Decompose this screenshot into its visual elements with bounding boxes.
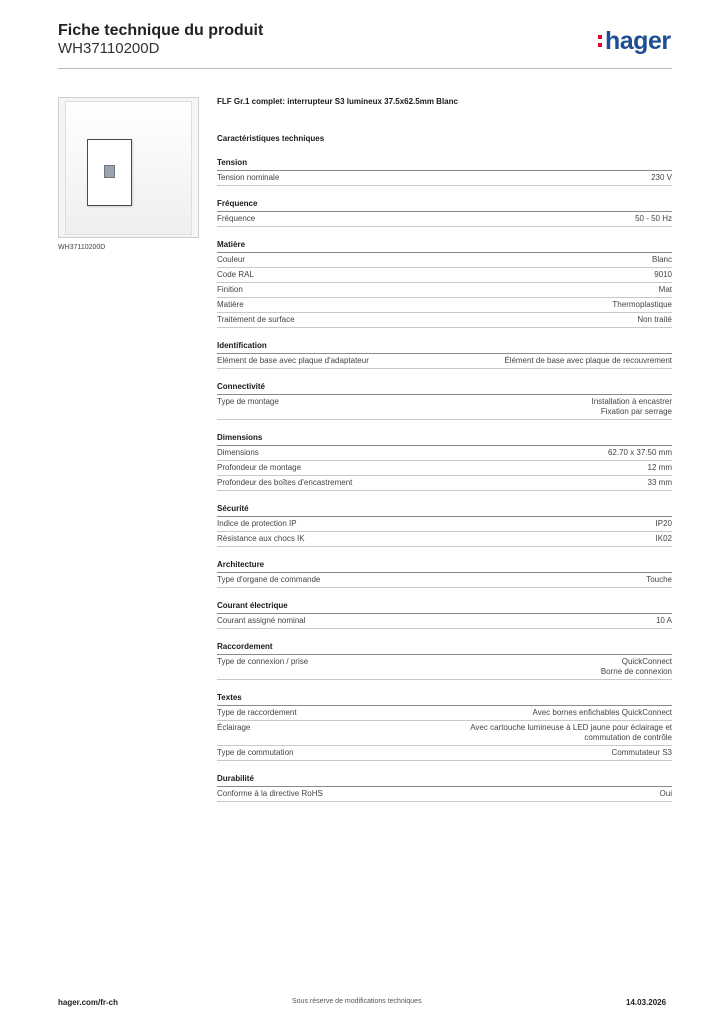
section-title: Matière	[217, 240, 672, 253]
section-title: Architecture	[217, 560, 672, 573]
spec-value	[656, 534, 672, 544]
footer-notice: Sous réserve de modifications techniques	[292, 998, 422, 1005]
led-indicator-icon	[104, 165, 115, 178]
spec-row	[217, 476, 672, 491]
spec-value-line: 230 V	[651, 173, 672, 182]
hager-logo	[598, 27, 671, 56]
spec-value	[652, 255, 672, 265]
document-title: Fiche technique du produit	[58, 22, 264, 39]
spec-label: Dimensions	[217, 448, 259, 457]
spec-label: Traitement de surface	[217, 315, 295, 324]
spec-value	[504, 356, 672, 366]
logo-dots-icon	[598, 35, 603, 51]
spec-label: Type de raccordement	[217, 708, 297, 717]
spec-row	[217, 746, 672, 761]
spec-label: Conforme à la directive RoHS	[217, 789, 323, 798]
spec-value	[651, 173, 672, 183]
spec-section	[217, 382, 672, 420]
spec-section	[217, 560, 672, 588]
spec-label: Couleur	[217, 255, 246, 264]
footer-website: hager.com/fr-ch	[58, 998, 119, 1007]
switch-rocker	[87, 139, 132, 206]
spec-value-line: commutation de contrôle	[584, 733, 672, 742]
spec-value	[660, 789, 672, 799]
spec-value	[533, 708, 673, 718]
spec-value-line: 10 A	[655, 616, 672, 625]
spec-row	[217, 446, 672, 461]
product-description: FLF Gr.1 complet: interrupteur S3 lumineux 37.5x62.5mm Blanc	[217, 97, 458, 106]
spec-row	[217, 706, 672, 721]
spec-value	[648, 463, 672, 473]
spec-section	[217, 504, 672, 547]
spec-row	[217, 787, 672, 802]
spec-label: Courant assigné nominal	[217, 616, 306, 625]
technical-characteristics-title: Caractéristiques techniques	[217, 134, 325, 143]
section-title: Sécurité	[217, 504, 672, 517]
spec-value	[648, 478, 672, 488]
spec-row	[217, 614, 672, 629]
spec-label: Finition	[217, 285, 243, 294]
section-title: Courant électrique	[217, 601, 672, 614]
spec-value-line: 33 mm	[647, 478, 672, 487]
section-title: Durabilité	[217, 774, 672, 787]
spec-label: Fréquence	[217, 214, 256, 223]
spec-value-line: Touche	[646, 575, 672, 584]
spec-section	[217, 642, 672, 680]
spec-value-line: 62.70 x 37.50 mm	[607, 448, 672, 457]
spec-row	[217, 461, 672, 476]
spec-row	[217, 268, 672, 283]
spec-value	[635, 214, 672, 224]
spec-row	[217, 721, 672, 746]
section-title: Identification	[217, 341, 672, 354]
spec-row	[217, 573, 672, 588]
spec-value-line: Avec bornes enfichables QuickConnect	[532, 708, 672, 717]
spec-label: Type d'organe de commande	[217, 575, 321, 584]
spec-section	[217, 693, 672, 761]
spec-value	[659, 285, 672, 295]
section-title: Fréquence	[217, 199, 672, 212]
spec-sections	[217, 158, 672, 802]
spec-label: Type de montage	[217, 397, 279, 406]
spec-value	[654, 270, 672, 280]
spec-value-line: Élément de base avec plaque de recouvrement	[504, 356, 672, 365]
spec-value-line: Oui	[659, 789, 672, 798]
spec-row	[217, 283, 672, 298]
image-caption: WH37110200D	[58, 244, 106, 251]
spec-value	[637, 315, 672, 325]
spec-value	[592, 397, 673, 417]
spec-value-line: Commutateur S3	[611, 748, 672, 757]
spec-label: Indice de protection IP	[217, 519, 297, 528]
spec-section	[217, 774, 672, 802]
spec-value	[601, 657, 672, 677]
product-reference: WH37110200D	[58, 40, 160, 57]
spec-label: Profondeur des boîtes d'encastrement	[217, 478, 353, 487]
spec-row	[217, 517, 672, 532]
spec-value	[612, 748, 672, 758]
spec-row	[217, 171, 672, 186]
spec-section	[217, 158, 672, 186]
spec-value	[656, 616, 672, 626]
spec-row	[217, 313, 672, 328]
spec-value-line: Fixation par serrage	[600, 407, 672, 416]
spec-value-line: Blanc	[651, 255, 672, 264]
spec-section	[217, 240, 672, 328]
spec-value-line: Thermoplastique	[612, 300, 672, 309]
spec-row	[217, 395, 672, 420]
spec-label: Matière	[217, 300, 244, 309]
spec-value-line: Avec cartouche lumineuse à LED jaune pour éclairage et	[470, 723, 672, 732]
spec-value-line: IP20	[655, 519, 672, 528]
section-title: Tension	[217, 158, 672, 171]
spec-row	[217, 655, 672, 680]
spec-row	[217, 298, 672, 313]
spec-section	[217, 433, 672, 491]
spec-value-line: Mat	[658, 285, 672, 294]
spec-value-line: IK02	[655, 534, 672, 543]
spec-label: Éclairage	[217, 723, 251, 732]
spec-value-line: 12 mm	[647, 463, 672, 472]
cover-plate	[65, 101, 192, 235]
spec-section	[217, 199, 672, 227]
section-title: Textes	[217, 693, 672, 706]
spec-value	[608, 448, 672, 458]
spec-value	[470, 723, 672, 743]
product-image	[58, 97, 199, 238]
spec-value-line: Installation à encastrer	[591, 397, 672, 406]
section-title: Dimensions	[217, 433, 672, 446]
spec-content	[217, 97, 672, 815]
spec-section	[217, 341, 672, 369]
spec-label: Code RAL	[217, 270, 254, 279]
section-title: Connectivité	[217, 382, 672, 395]
spec-label: Elément de base avec plaque d'adaptateur	[217, 356, 369, 365]
spec-value-line: Borne de connexion	[600, 667, 672, 676]
header-divider	[58, 68, 672, 69]
section-title: Raccordement	[217, 642, 672, 655]
logo-text: hager	[605, 27, 671, 55]
spec-label: Profondeur de montage	[217, 463, 302, 472]
spec-label: Type de connexion / prise	[217, 657, 309, 666]
spec-label: Type de commutation	[217, 748, 294, 757]
spec-label: Résistance aux chocs IK	[217, 534, 305, 543]
spec-value-line: Non traité	[637, 315, 672, 324]
footer-date: 14.03.2026	[626, 998, 667, 1007]
spec-value-line: QuickConnect	[621, 657, 672, 666]
spec-row	[217, 212, 672, 227]
spec-value-line: 9010	[654, 270, 672, 279]
spec-row	[217, 354, 672, 369]
spec-value	[656, 519, 672, 529]
spec-value	[646, 575, 672, 585]
spec-value	[612, 300, 672, 310]
spec-section	[217, 601, 672, 629]
spec-row	[217, 253, 672, 268]
spec-row	[217, 532, 672, 547]
spec-label: Tension nominale	[217, 173, 280, 182]
spec-value-line: 50 - 50 Hz	[635, 214, 672, 223]
